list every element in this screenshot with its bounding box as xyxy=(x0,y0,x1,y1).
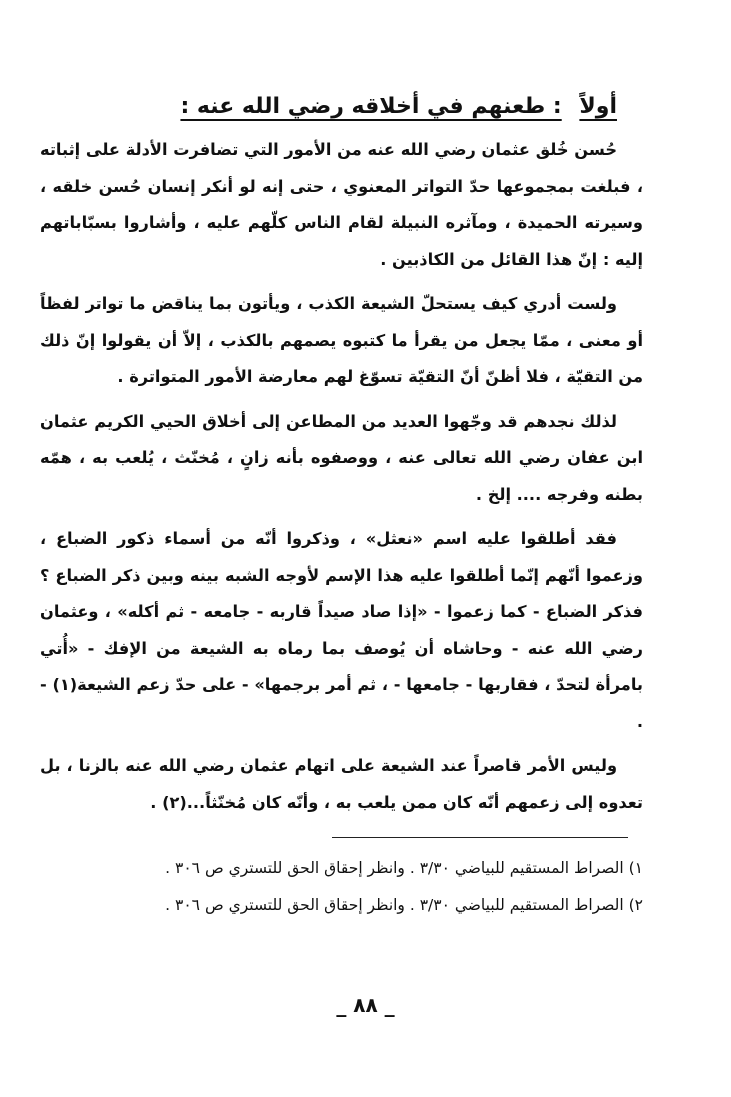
paragraph: وليس الأمر قاصراً عند الشيعة على اتهام عثمان رضي الله عنه بالزنا ، بل تعدوه إلى زعمهم أنّه كان ممن يلعب به ، وأنّه كان مُخنّثاً...(٢) . xyxy=(40,756,643,812)
heading-title: : طعنهم في أخلاقه رضي الله عنه : xyxy=(180,94,562,119)
paragraph: فقد أطلقوا عليه اسم «نعثل» ، وذكروا أنّه من أسماء ذكور الضباع ، وزعموا أنّهم إنّما أطلقوا عليه هذا الإسم لأوجه الشبه بينه وبين ذكر الضباع ؟ فذكر الضباع - كما زعموا - «إذا صاد صيداً قاربه - جامعه - ثم أكله» ، وعثمان رضي الله عنه - وحاشاه أن يُوصف بما رماه به الشيعة من الإفك - «أُتي بامرأة لتحدّ ، فقاربها - جامعها - ، ثم أمر برجمها» - على حدّ زعم الشيعة(١) - . xyxy=(40,529,643,731)
paragraph: ولست أدري كيف يستحلّ الشيعة الكذب ، ويأتون بما يناقض ما تواتر لفظاً أو معنى ، ممّا يجعل من يقرأ ما كتبوه يصمهم بالكذب ، إلاّ أن يقولوا إنّ ذلك من التقيّة ، فلا أظنّ أنّ التقيّة تسوّغ لهم معارضة الأمور المتواترة . xyxy=(40,294,643,386)
footnotes xyxy=(34,855,643,929)
paragraph: لذلك نجدهم قد وجّهوا العديد من المطاعن إلى أخلاق الحيي الكريم عثمان ابن عفان رضي الله تعالى عنه ، ووصفوه بأنه زانٍ ، مُخنّث ، يُلعب به ، همّه بطنه وفرجه .... إلخ . xyxy=(40,411,643,504)
main-text xyxy=(40,92,643,829)
heading-lead: أولاً xyxy=(579,94,617,119)
section-heading xyxy=(40,92,643,122)
footnote-separator xyxy=(332,837,628,838)
paragraph: حُسن خُلق عثمان رضي الله عنه من الأمور التي تضافرت الأدلة على إثباته ، فبلغت بمجموعها حدّ التواتر المعنوي ، حتى إنه لو أنكر إنسان حُسن خلقه ، وسيرته الحميدة ، ومآثره النبيلة لقام الناس كلّهم عليه ، وأشاروا بسبّاباتهم إليه : إنّ هذا القائل من الكاذبين . xyxy=(40,140,643,269)
page-number: _ ٨٨ _ xyxy=(336,993,395,1017)
footnote: ٢) الصراط المستقيم للبياضي ٣/٣٠ . وانظر إحقاق الحق للتستري ص ٣٠٦ . xyxy=(165,896,643,914)
footnote: ١) الصراط المستقيم للبياضي ٣/٣٠ . وانظر إحقاق الحق للتستري ص ٣٠٦ . xyxy=(165,859,643,877)
